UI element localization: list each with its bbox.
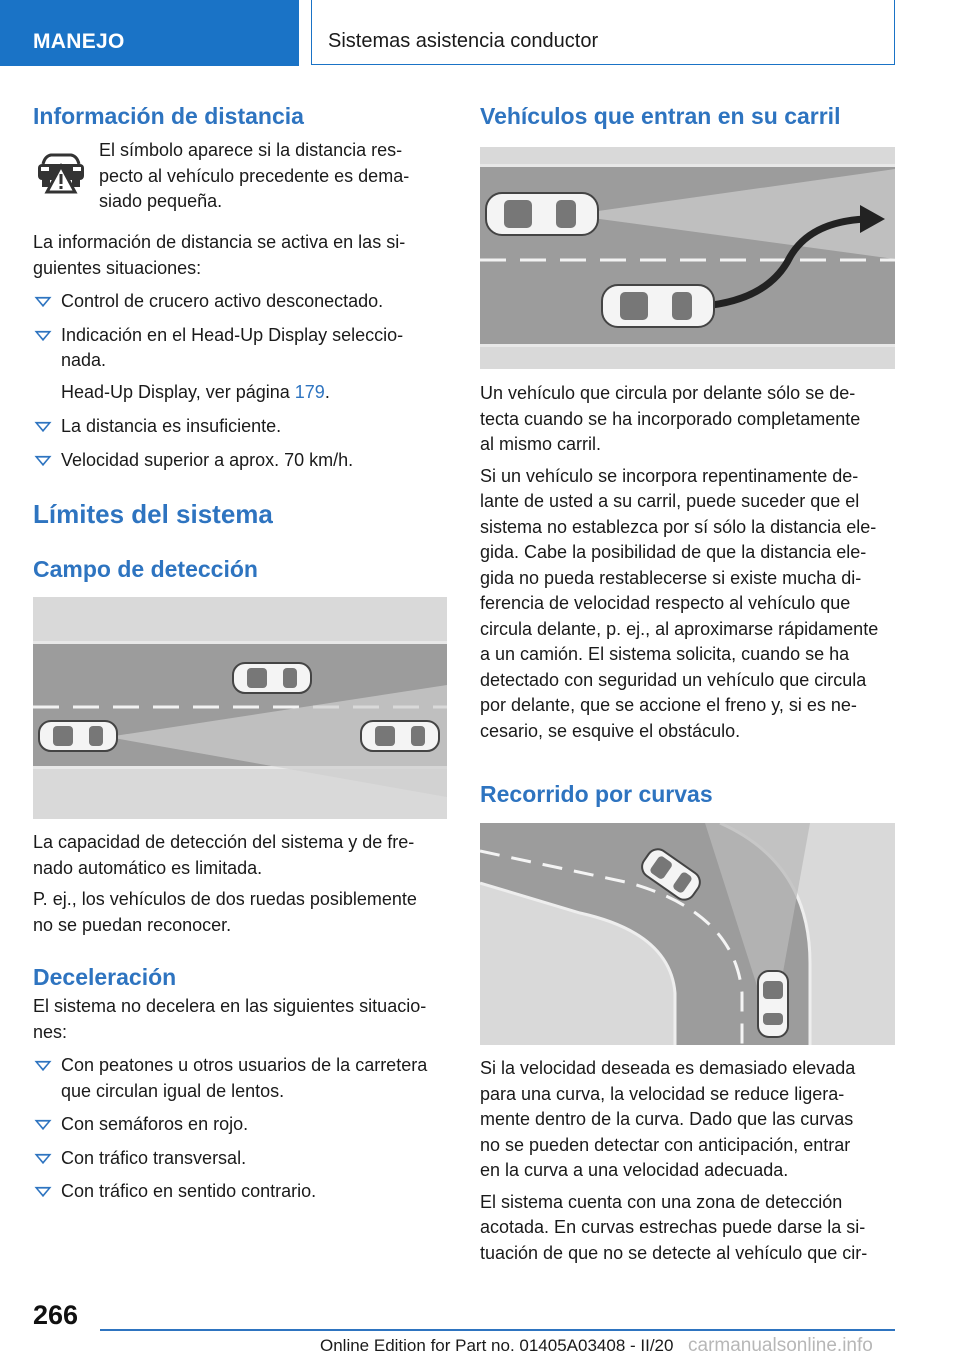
curves-figure (480, 823, 895, 1045)
detection-paragraph-1: La capacidad de detección del sistema y de fre- nado automático es limitada. (33, 832, 415, 878)
bullet-triangle-icon (35, 422, 52, 432)
bullet-triangle-icon (35, 1061, 52, 1071)
deceleration-list (33, 1053, 447, 1205)
heading-system-limits: Límites del sistema (33, 499, 273, 529)
curves-illustration (480, 823, 895, 1045)
page-link-179[interactable]: 179 (294, 381, 325, 402)
left-column (33, 100, 447, 1205)
list-item: Con tráfico en sentido contrario. (33, 1179, 447, 1205)
list-item: Con peatones u otros usuarios de la carretera que circulan igual de lentos. (33, 1053, 447, 1104)
detection-illustration (33, 597, 447, 819)
heading-detection-range: Campo de detección (33, 556, 258, 582)
hud-page-reference: Head-Up Display, ver página 179. (61, 381, 330, 402)
footer-divider (100, 1329, 895, 1331)
list-item: Velocidad superior a aprox. 70 km/h. (33, 448, 447, 474)
list-item: Con semáforos en rojo. (33, 1112, 447, 1138)
heading-distance-info: Información de distancia (33, 103, 304, 129)
chapter-tab (311, 0, 895, 65)
list-item: Control de crucero activo desconectado. (33, 289, 447, 315)
section-tab (0, 0, 299, 66)
heading-curves: Recorrido por curvas (480, 781, 713, 807)
bullet-triangle-icon (35, 330, 52, 340)
list-item: Indicación en el Head-Up Display seleccio- nada. (33, 323, 447, 374)
heading-merging-vehicles: Vehículos que entran en su carril (480, 103, 841, 129)
bullet-triangle-icon (35, 1120, 52, 1130)
merging-paragraph-2: Si un vehículo se incorpora repentinamente de- lante de usted a su carril, puede suceder que el sistema no establezca por sí sólo la distancia ele- gida. Cabe la posibilidad de que la distancia ele- gida no pueda restablecerse si existe mucha di- ferencia de velocidad respecto al vehículo que circula delante, p. ej., al aproximarse rápidamente a un camión. El sistema solicita, cuando se ha detectado con seguridad un vehículo que circula por delante, que se accione el freno y, si es ne- cesario, se esquive el obstáculo. (480, 465, 879, 741)
list-item: La distancia es insuficiente. (33, 414, 447, 440)
bullet-triangle-icon (35, 455, 52, 465)
heading-deceleration: Deceleración (33, 964, 177, 990)
merging-paragraph-1: Un vehículo que circula por delante sólo se de- tecta cuando se ha incorporado completamente al mismo carril. (480, 383, 861, 454)
car-warning-icon (35, 150, 87, 196)
symbol-description: El símbolo aparece si la distancia res- pecto al vehículo precedente es dema- siado pequeña. (99, 140, 410, 211)
merging-figure (480, 147, 895, 369)
curves-paragraph-2: El sistema cuenta con una zona de detección acotada. En curvas estrechas puede darse la si- tuación de que no se detecte al vehículo que cir- (480, 1191, 868, 1263)
chapter-label: Sistemas asistencia conductor (328, 30, 599, 52)
bullet-triangle-icon (35, 1153, 52, 1163)
merging-illustration (480, 147, 895, 369)
symbol-block (33, 138, 447, 216)
page-header (0, 0, 960, 66)
curves-paragraph-1: Si la velocidad deseada es demasiado elevada para una curva, la velocidad se reduce ligera- mente dentro de la curva. Dado que las curvas no se pueden detectar con anticipación, entrar en la curva a una velocidad adecuada. (480, 1058, 856, 1180)
activation-list (33, 289, 447, 473)
detection-paragraph-2: P. ej., los vehículos de dos ruedas posiblemente no se puedan reconocer. (33, 889, 417, 935)
edition-info: Online Edition for Part no. 01405A03408 - II/20 (320, 1336, 674, 1355)
watermark: carmanualsonline.info (688, 1335, 873, 1356)
page-number: 266 (33, 1300, 79, 1330)
bullet-triangle-icon (35, 297, 52, 307)
activation-intro: La información de distancia se activa en las si- guientes situaciones: (33, 232, 406, 278)
bullet-triangle-icon (35, 1187, 52, 1197)
list-item: Con tráfico transversal. (33, 1146, 447, 1172)
section-label: MANEJO (33, 30, 125, 53)
right-column (480, 100, 895, 1266)
detection-range-figure (33, 597, 447, 819)
deceleration-intro: El sistema no decelera en las siguientes situacio- nes: (33, 996, 427, 1042)
